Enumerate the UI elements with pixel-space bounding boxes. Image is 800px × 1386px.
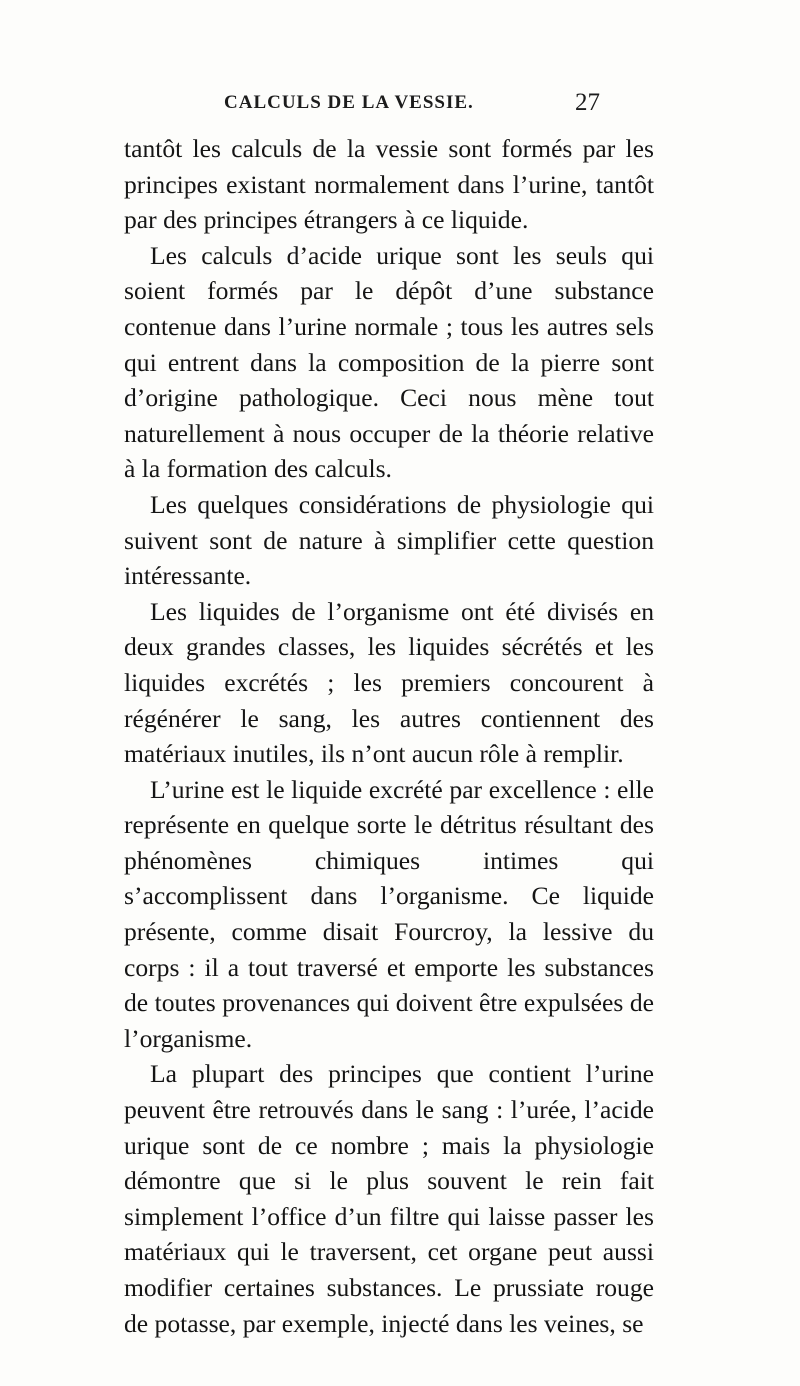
paragraph-physiology: Les quelques considérations de physiologie qui suivent sont de nature à simplifier cette question intéressante. — [124, 489, 654, 591]
paragraph-liquids: Les liquides de l’organisme ont été divisés en deux grandes classes, les liquides sécrétés et les liquides excrétés ; les premiers concourent à régénérer le sang, les autres contiennent des matériaux inutiles, ils n’ont aucun rôle à remplir. — [124, 596, 654, 769]
paragraph-urine: L’urine est le liquide excrété par excellence : elle représente en quelque sorte le détritus résultant des phénomènes chimiques intimes qui s’accomplissent dans l’organisme. Ce liquide présente, comme disait Fourcroy, la lessive du corps : il a tout traversé et emporte les substances de toutes provenances qui doivent être expulsées de l’organisme. — [124, 774, 654, 1053]
paragraph-uric-acid: Les calculs d’acide urique sont les seuls qui soient formés par le dépôt d’une substance contenue dans l’urine normale ; tous les autres sels qui entrent dans la composition de la pierre sont d’origine pathologique. Ceci nous mène tout naturellement à nous occuper de la théorie relative à la formation des calculs. — [124, 240, 654, 484]
page-number: 27 — [575, 89, 600, 116]
page-header — [224, 90, 600, 120]
paragraph-continuation: tantôt les calculs de la vessie sont formés par les principes existant normalement dans l’urine, tantôt par des principes étrangers à ce liquide. — [124, 134, 654, 235]
running-title: CALCULS DE LA VESSIE. — [224, 92, 474, 113]
body-text — [124, 131, 654, 1341]
paragraph-principles: La plupart des principes que contient l’urine peuvent être retrouvés dans le sang : l’urée, l’acide urique sont de ce nombre ; mais la physiologie démontre que si le plus souvent le rein fait simplement l’office d’un filtre qui laisse passer les matériaux qui le traversent, cet organe peut aussi modifier certaines substances. Le prussiate rouge de potasse, par exemple, injecté dans les veines, se — [124, 1059, 654, 1338]
